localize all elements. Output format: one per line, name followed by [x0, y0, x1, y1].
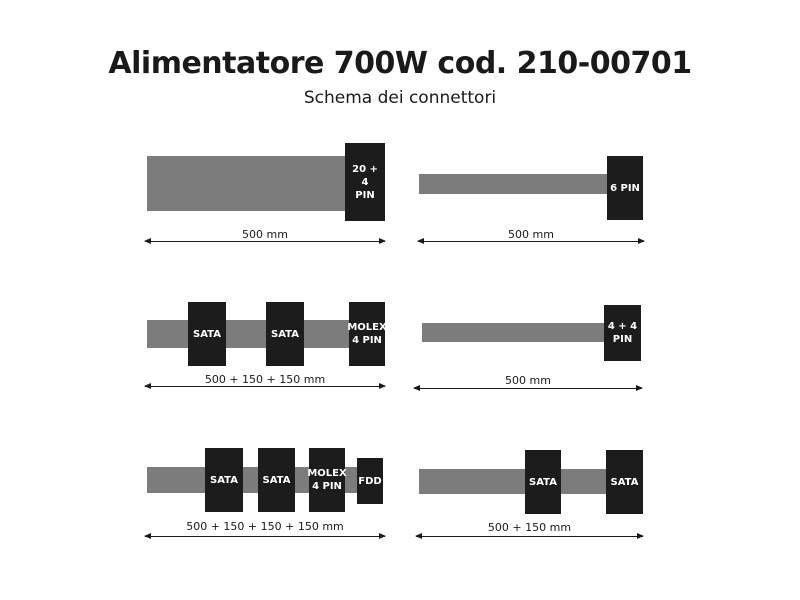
diagram-subtitle: Schema dei connettori	[303, 88, 497, 108]
connector-sata: SATA	[205, 448, 243, 512]
dimension-arrow	[416, 536, 643, 537]
dimension-arrow	[418, 241, 644, 242]
connector-20-4-pin: 20 + 4 PIN	[345, 143, 385, 221]
connector-molex-4-pin: MOLEX 4 PIN	[349, 302, 385, 366]
cable-length-label: 500 mm	[505, 374, 551, 387]
dimension-arrow	[414, 388, 642, 389]
cable-length-label: 500 + 150 + 150 + 150 mm	[186, 520, 344, 533]
connector-sata: SATA	[258, 448, 295, 512]
connector-fdd: FDD	[357, 458, 383, 504]
connector-sata: SATA	[266, 302, 304, 366]
cable-wire	[147, 320, 357, 348]
dimension-arrow	[145, 386, 385, 387]
connector-sata: SATA	[525, 450, 561, 514]
diagram-title: Alimentatore 700W cod. 210-00701	[108, 46, 692, 81]
cable-length-label: 500 + 150 + 150 mm	[204, 373, 326, 386]
cable-wire	[419, 174, 609, 194]
connector-6-pin: 6 PIN	[607, 156, 643, 220]
cable-wire	[147, 156, 347, 211]
dimension-arrow	[145, 536, 385, 537]
cable-wire	[419, 469, 609, 494]
cable-length-label: 500 + 150 mm	[487, 521, 572, 534]
connector-sata: SATA	[606, 450, 643, 514]
connector-4-4-pin: 4 + 4 PIN	[604, 305, 641, 361]
connector-sata: SATA	[188, 302, 226, 366]
cable-length-label: 500 mm	[242, 228, 288, 241]
connector-molex-4-pin: MOLEX 4 PIN	[309, 448, 345, 512]
dimension-arrow	[145, 241, 385, 242]
cable-wire	[422, 323, 609, 342]
cable-length-label: 500 mm	[508, 228, 554, 241]
